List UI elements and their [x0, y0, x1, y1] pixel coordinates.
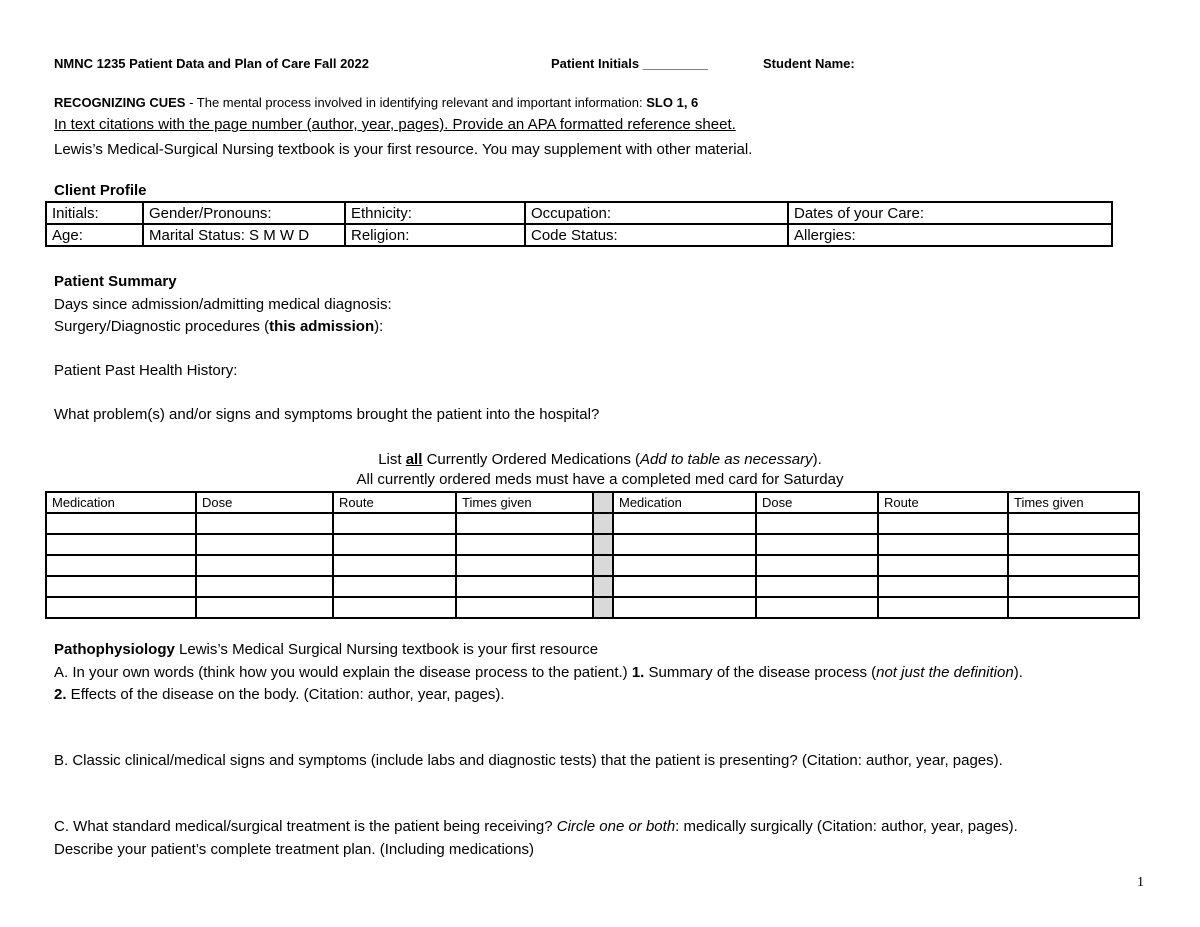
med-cell[interactable] [756, 513, 878, 534]
profile-marital-cell[interactable]: Marital Status: S M W D [143, 224, 345, 246]
med-cell[interactable] [333, 576, 456, 597]
pathophysiology-title: Pathophysiology [54, 641, 175, 658]
med-cell[interactable] [333, 513, 456, 534]
med-header-medication: Medication [613, 492, 756, 513]
med-cell[interactable] [1008, 534, 1139, 555]
med-cell[interactable] [333, 555, 456, 576]
patho-a-num1: 1. [631, 664, 645, 681]
med-cell[interactable] [456, 513, 593, 534]
med-cell[interactable] [1008, 597, 1139, 618]
patho-item-a [54, 664, 1023, 681]
profile-row [46, 202, 1112, 224]
med-cell[interactable] [196, 534, 333, 555]
med-table-divider [593, 492, 613, 513]
patho-c-suffix: : medically surgically (Citation: author, year, pages). [675, 818, 1018, 835]
patho-c-prefix: C. What standard medical/surgical treatment is the patient being receiving? [54, 818, 557, 835]
citation-instruction: In text citations with the page number (author, year, pages). Provide an APA formatted reference sheet. [54, 116, 736, 133]
med-header-medication: Medication [46, 492, 196, 513]
recognizing-cues-line [54, 95, 698, 110]
med-heading-prefix: List [378, 451, 406, 468]
patho-a-mid: Summary of the disease process ( [644, 664, 877, 681]
med-cell[interactable] [878, 513, 1008, 534]
med-cell[interactable] [878, 576, 1008, 597]
surgery-procedures [54, 318, 383, 335]
admission-problems: What problem(s) and/or signs and symptoms brought the patient into the hospital? [54, 406, 600, 423]
slo-label: SLO 1, 6 [646, 95, 699, 110]
med-cell[interactable] [46, 555, 196, 576]
med-cell[interactable] [613, 534, 756, 555]
recognizing-cues-description: - The mental process involved in identifying relevant and important information: [185, 95, 647, 110]
med-header-route: Route [878, 492, 1008, 513]
med-cell[interactable] [456, 597, 593, 618]
med-cell[interactable] [756, 555, 878, 576]
med-table-divider [593, 534, 613, 555]
med-cell[interactable] [1008, 576, 1139, 597]
days-since-admission: Days since admission/admitting medical diagnosis: [54, 296, 392, 313]
patho-a2-num: 2. [54, 686, 67, 703]
med-cell[interactable] [1008, 513, 1139, 534]
profile-ethnicity-cell[interactable]: Ethnicity: [345, 202, 525, 224]
profile-gender-cell[interactable]: Gender/Pronouns: [143, 202, 345, 224]
med-header-dose: Dose [756, 492, 878, 513]
patho-item-a2 [54, 686, 505, 703]
med-row [46, 597, 1139, 618]
med-cell[interactable] [878, 534, 1008, 555]
pathophysiology-note: Lewis’s Medical Surgical Nursing textbook is your first resource [174, 641, 599, 658]
med-cell[interactable] [456, 555, 593, 576]
patho-a-suffix: ). [1013, 664, 1023, 681]
med-heading-suffix: ). [812, 451, 822, 468]
patho-a-italic: not just the definition [876, 664, 1014, 681]
med-cell[interactable] [456, 576, 593, 597]
surgery-prefix: Surgery/Diagnostic procedures ( [54, 318, 270, 335]
med-header-route: Route [333, 492, 456, 513]
med-header-dose: Dose [196, 492, 333, 513]
med-cell[interactable] [196, 555, 333, 576]
med-cell[interactable] [196, 513, 333, 534]
patho-item-b: B. Classic clinical/medical signs and symptoms (include labs and diagnostic tests) that the patient is presenting? (Citation: author, year, pages). [54, 752, 1003, 769]
profile-code-status-cell[interactable]: Code Status: [525, 224, 788, 246]
recognizing-cues-title: RECOGNIZING CUES [54, 95, 186, 110]
med-header-times: Times given [456, 492, 593, 513]
med-header-times: Times given [1008, 492, 1139, 513]
med-card-note: All currently ordered meds must have a completed med card for Saturday [356, 471, 844, 488]
med-cell[interactable] [756, 576, 878, 597]
med-cell[interactable] [878, 597, 1008, 618]
patient-summary-title: Patient Summary [54, 273, 177, 290]
med-row [46, 576, 1139, 597]
med-table-divider [593, 576, 613, 597]
med-cell[interactable] [333, 534, 456, 555]
profile-allergies-cell[interactable]: Allergies: [788, 224, 1112, 246]
med-row [46, 555, 1139, 576]
patho-a-prefix: A. In your own words (think how you would explain the disease process to the patient.) [54, 664, 632, 681]
med-heading-mid: Currently Ordered Medications ( [422, 451, 640, 468]
resource-note: Lewis’s Medical-Surgical Nursing textbook is your first resource. You may supplement with other material. [54, 141, 753, 158]
profile-dates-cell[interactable]: Dates of your Care: [788, 202, 1112, 224]
patho-a2-text: Effects of the disease on the body. (Citation: author, year, pages). [66, 686, 505, 703]
profile-religion-cell[interactable]: Religion: [345, 224, 525, 246]
surgery-suffix: ): [374, 318, 384, 335]
client-profile-title: Client Profile [54, 182, 147, 199]
med-cell[interactable] [613, 513, 756, 534]
med-cell[interactable] [333, 597, 456, 618]
med-cell[interactable] [456, 534, 593, 555]
med-cell[interactable] [196, 597, 333, 618]
med-heading-italic: Add to table as necessary [640, 451, 813, 468]
patho-item-c [54, 818, 1018, 835]
profile-row [46, 224, 1112, 246]
med-table-divider [593, 597, 613, 618]
student-name-label: Student Name: [763, 56, 855, 71]
patho-c-italic: Circle one or both [556, 818, 676, 835]
med-cell[interactable] [1008, 555, 1139, 576]
client-profile-table [45, 201, 1113, 247]
med-cell[interactable] [756, 534, 878, 555]
patho-item-c-line2: Describe your patient’s complete treatment plan. (Including medications) [54, 841, 534, 858]
med-cell[interactable] [46, 513, 196, 534]
profile-age-cell[interactable]: Age: [46, 224, 143, 246]
page-number: 1 [1137, 875, 1144, 890]
surgery-bold: this admission [269, 318, 375, 335]
med-cell[interactable] [46, 576, 196, 597]
pathophysiology-heading [54, 641, 598, 658]
med-cell[interactable] [46, 534, 196, 555]
med-cell[interactable] [756, 597, 878, 618]
med-cell[interactable] [878, 555, 1008, 576]
med-cell[interactable] [613, 576, 756, 597]
medications-heading [0, 451, 1200, 468]
med-row [46, 513, 1139, 534]
profile-initials-cell[interactable]: Initials: [46, 202, 143, 224]
medications-table [45, 491, 1140, 619]
past-health-history: Patient Past Health History: [54, 362, 238, 379]
med-table-divider [593, 555, 613, 576]
med-cell[interactable] [196, 576, 333, 597]
course-title: NMNC 1235 Patient Data and Plan of Care Fall 2022 [54, 56, 369, 71]
profile-occupation-cell[interactable]: Occupation: [525, 202, 788, 224]
med-table-divider [593, 513, 613, 534]
med-header-row [46, 492, 1139, 513]
med-heading-all: all [405, 451, 423, 468]
patient-initials-label: Patient Initials _________ [551, 56, 708, 71]
med-row [46, 534, 1139, 555]
med-cell[interactable] [46, 597, 196, 618]
med-cell[interactable] [613, 555, 756, 576]
med-cell[interactable] [613, 597, 756, 618]
